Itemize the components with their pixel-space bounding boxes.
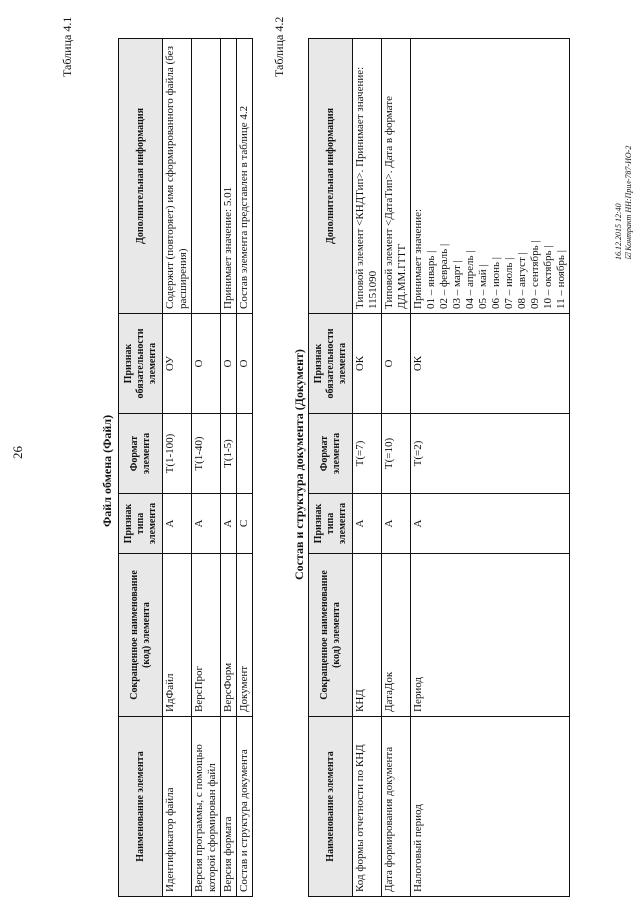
table2-label: Таблица 4.2 <box>272 16 286 77</box>
cell-name: Версия программы, с помощью которой сформирован файл <box>192 717 221 897</box>
cell-type: С <box>237 494 253 554</box>
cell-info: Принимает значение: 5.01 <box>221 39 237 314</box>
cell-info: Типовой элемент <КНДТип>. Принимает значение: 1151090 <box>353 39 382 314</box>
header-short-code: Сокращенное наименование (код) элемента <box>119 554 163 717</box>
period-info-line: 08 – август | <box>516 252 528 309</box>
cell-code: ДатаДок <box>382 554 411 717</box>
period-info-line: 06 – июнь | <box>490 257 502 309</box>
cell-format: Т(1-40) <box>192 414 221 494</box>
header-additional-info: Дополнительная информация <box>119 39 163 314</box>
cell-obligation: ОУ <box>163 314 192 414</box>
table-row <box>237 39 253 897</box>
cell-format: Т(=7) <box>353 414 382 494</box>
table1-label: Таблица 4.1 <box>60 16 74 77</box>
table-row <box>192 39 221 897</box>
cell-type: А <box>163 494 192 554</box>
cell-info: Типовой элемент <ДатаТип>. Дата в формате ДД.ММ.ГГГГ <box>382 39 411 314</box>
period-info-line: 03 – март | <box>451 260 463 309</box>
cell-code: КНД <box>353 554 382 717</box>
cell-info: Содержит (повторяет) имя сформированного файла (без расширения) <box>163 39 192 314</box>
cell-code: ВерсФорм <box>221 554 237 717</box>
table-row <box>353 39 382 897</box>
header-element-name: Наименование элемента <box>119 717 163 897</box>
table1-header-row <box>119 39 163 897</box>
cell-obligation: О <box>237 314 253 414</box>
header-short-code: Сокращенное наименование (код) элемента <box>309 554 353 717</box>
cell-name: Дата формирования документа <box>382 717 411 897</box>
table-file-exchange <box>118 38 253 897</box>
cell-info-period-values <box>411 39 570 314</box>
cell-obligation: ОК <box>353 314 382 414</box>
table-row <box>221 39 237 897</box>
page-number: 26 <box>10 446 25 459</box>
cell-name: Идентификатор файла <box>163 717 192 897</box>
cell-obligation: О <box>221 314 237 414</box>
period-info-line: 07 – июль | <box>503 257 515 309</box>
cell-format: Т(=10) <box>382 414 411 494</box>
period-info-line: 11 – ноябрь | <box>555 250 567 309</box>
table-document-structure <box>308 38 570 897</box>
cell-format: Т(1-5) <box>221 414 237 494</box>
cell-code: Документ <box>237 554 253 717</box>
cell-obligation: О <box>192 314 221 414</box>
cell-info: Состав элемента представлен в таблице 4.2 <box>237 39 253 314</box>
cell-type: А <box>192 494 221 554</box>
table2-title: Состав и структура документа (Документ) <box>292 349 306 580</box>
header-type-flag: Признак типа элемента <box>309 494 353 554</box>
footer-reference: ☑ Контракт НН:Прил-787-ИО-2 <box>624 145 633 260</box>
cell-format: Т(1-100) <box>163 414 192 494</box>
header-additional-info: Дополнительная информация <box>309 39 353 314</box>
period-info-line: 05 – май | <box>477 264 489 309</box>
cell-info <box>192 39 221 314</box>
table-row-period <box>411 39 570 897</box>
cell-name: Налоговый период <box>411 717 570 897</box>
cell-obligation: ОК <box>411 314 570 414</box>
period-info-line: 02 – февраль | <box>438 243 450 309</box>
cell-name: Код формы отчетности по КНД <box>353 717 382 897</box>
header-format: Формат элемента <box>119 414 163 494</box>
table-row <box>382 39 411 897</box>
cell-name: Версия формата <box>221 717 237 897</box>
cell-type: А <box>221 494 237 554</box>
cell-code: ВерсПрог <box>192 554 221 717</box>
table2-header-row <box>309 39 353 897</box>
footer-timestamp: 16.12.2015 12:40 <box>614 203 623 260</box>
header-element-name: Наименование элемента <box>309 717 353 897</box>
header-type-flag: Признак типа элемента <box>119 494 163 554</box>
cell-type: А <box>382 494 411 554</box>
cell-type: А <box>411 494 570 554</box>
cell-type: А <box>353 494 382 554</box>
cell-obligation: О <box>382 314 411 414</box>
cell-code: Период <box>411 554 570 717</box>
period-info-line: 04 – апрель | <box>464 250 476 309</box>
period-info-line: 09 – сентябрь | <box>529 240 541 309</box>
period-info-line: Принимает значение: <box>412 208 424 309</box>
header-obligation: Признак обязательности элемента <box>309 314 353 414</box>
period-info-line: 10 – октябрь | <box>542 245 554 309</box>
cell-format <box>237 414 253 494</box>
cell-name: Состав и структура документа <box>237 717 253 897</box>
table1-title: Файл обмена (Файл) <box>100 414 114 527</box>
header-format: Формат элемента <box>309 414 353 494</box>
footer-stamp <box>614 146 634 260</box>
header-obligation: Признак обязательности элемента <box>119 314 163 414</box>
table-row <box>163 39 192 897</box>
cell-code: ИдФайл <box>163 554 192 717</box>
cell-format: Т(=2) <box>411 414 570 494</box>
period-info-line: 01 – январь | <box>425 250 437 309</box>
